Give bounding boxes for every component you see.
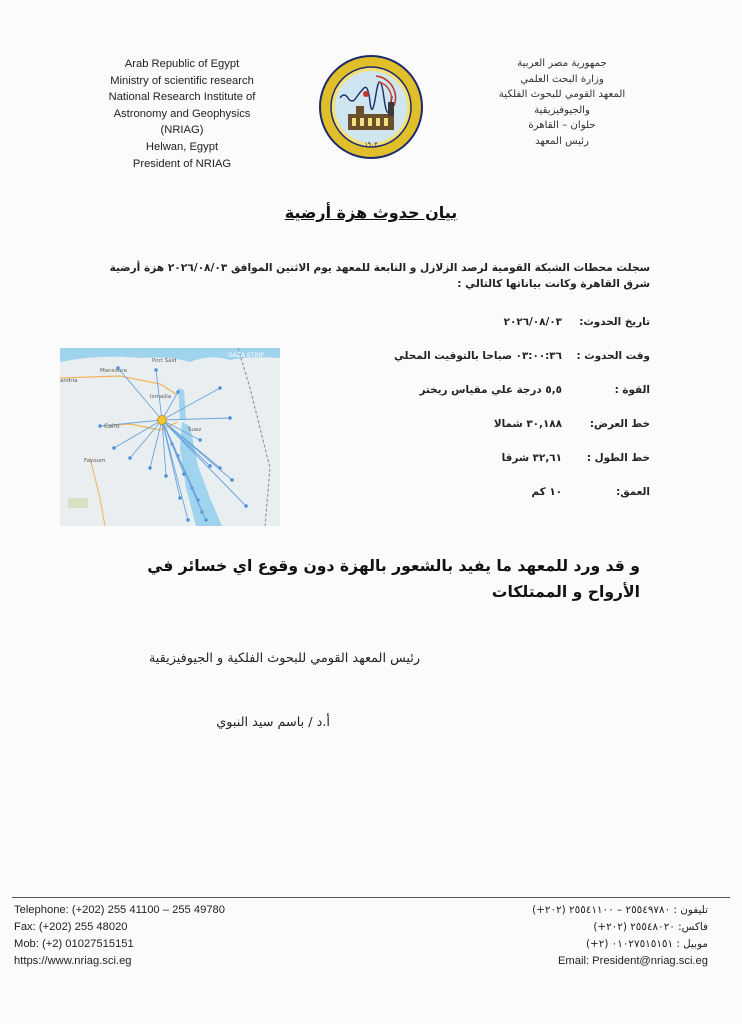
epicenter-marker (158, 416, 167, 425)
field-label-depth: العمق: (616, 486, 650, 498)
letterhead-line: National Research Institute of (108, 91, 256, 104)
letterhead-line: جمهورية مصر العربية (517, 58, 607, 69)
letterhead-line: Ministry of scientific research (110, 74, 254, 87)
epicenter-map (60, 348, 280, 526)
signature-title: رئيس المعهد القومي للبحوث الفلكية و الجيوفيزيقية (148, 651, 420, 666)
document-title: بيان حدوث هزة أرضية (284, 203, 458, 222)
footer-email[interactable]: Email: President@nriag.sci.eg (557, 955, 708, 967)
letterhead-line: Astronomy and Geophysics (113, 107, 251, 120)
arabic-letterhead (472, 56, 652, 150)
station-dot (129, 457, 132, 460)
nriag-logo (318, 54, 424, 160)
map-label-suez: Suez (188, 427, 202, 433)
letterhead-line: Helwan, Egypt (145, 140, 219, 153)
signature-name: أ.د / باسم سيد النبوي (216, 715, 330, 730)
intro-paragraph: سجلت محطات الشبكة القومية لرصد الزلازل و التابعة للمعهد يوم الاثنين الموافق ٢٠٢٦/٠٨/٠٣ هزة أرضية شرق القاهرة وكانت بياناتها كالتالي : (109, 262, 650, 290)
letterhead-line: President of NRIAG (132, 157, 232, 170)
field-label-date: تاريخ الحدوث: (579, 316, 650, 328)
station-dot (209, 465, 212, 468)
footer-fax-ar: فاكس: ٢٥٥٤٨٠٢٠ (٢٠٢+) (593, 921, 708, 933)
field-value-magnitude: ٥,٥ درجة علي مقياس ريختر (419, 384, 562, 396)
field-value-time: ٠٣:٠٠:٣٦ صباحا بالتوقيت المحلي (394, 350, 562, 362)
station-dot (99, 425, 102, 428)
station-dot (199, 439, 202, 442)
statement-paragraph: و قد ورد للمعهد ما يفيد بالشعور بالهزة دون وقوع اي خسائر في الأرواح و الممتلكات (147, 557, 640, 601)
field-label-latitude: خط العرض: (589, 418, 650, 430)
english-letterhead (92, 56, 272, 172)
field-value-date: ٢٠٢٦/٠٨/٠٣ (503, 316, 562, 328)
station-dot (187, 519, 190, 522)
station-dot (231, 479, 234, 482)
station-dot (113, 447, 116, 450)
station-dot (155, 369, 158, 372)
svg-text:۱۹۰۳: ۱۹۰۳ (364, 141, 378, 148)
field-value-longitude: ٣٢,٦١ شرقا (501, 452, 562, 464)
footer-fax: Fax: (+202) 255 48020 (14, 921, 128, 933)
station-dot (177, 391, 180, 394)
map-label-port-said: Port Said (152, 358, 177, 364)
field-label-magnitude: القوة : (614, 384, 650, 396)
field-label-longitude: خط الطول : (586, 452, 650, 464)
map-label-alexandria: andria (60, 378, 78, 384)
field-label-time: وقت الحدوث : (576, 350, 650, 362)
station-dot (245, 505, 248, 508)
footer-telephone: Telephone: (+202) 255 41100 – 255 49780 (14, 904, 225, 916)
letterhead-line: رئيس المعهد (535, 135, 589, 147)
field-value-depth: ١٠ كم (531, 486, 562, 498)
letterhead-line: المعهد القومي للبحوث الفلكية (498, 89, 626, 101)
letterhead-line: والجيوفيزيقية (534, 104, 590, 116)
station-dot (149, 467, 152, 470)
footer-telephone-ar: تليفون : ٢٥٥٤٩٧٨٠ – ٢٥٥٤١١٠٠ (٢٠٢+) (532, 904, 708, 916)
footer-website[interactable]: https://www.nriag.sci.eg (14, 955, 132, 967)
footer-divider (12, 897, 730, 898)
letterhead-line: (NRIAG) (160, 124, 204, 137)
footer-mobile-ar: موبيل : ٠١٠٢٧٥١٥١٥١ (٢+) (585, 938, 708, 950)
map-label-gaza: GAZA STRIP (228, 352, 264, 359)
station-dot (205, 519, 208, 522)
station-dot (179, 497, 182, 500)
map-label-mansoura: Mansoura (100, 368, 127, 374)
station-dot (219, 387, 222, 390)
map-label-ismailia: Ismailia (150, 394, 172, 400)
letterhead-line: حلوان – القاهرة (528, 120, 596, 132)
map-label-cairo: Cairo (104, 423, 120, 430)
map-label-fayoum: Fayoum (84, 458, 106, 464)
footer-mobile: Mob: (+2) 01027515151 (14, 938, 134, 950)
field-value-latitude: ٣٠,١٨٨ شمالا (493, 418, 562, 430)
station-dot (229, 417, 232, 420)
station-dot (165, 475, 168, 478)
letterhead-line: وزارة البحث العلمي (520, 73, 604, 85)
letterhead-line: Arab Republic of Egypt (124, 58, 240, 70)
